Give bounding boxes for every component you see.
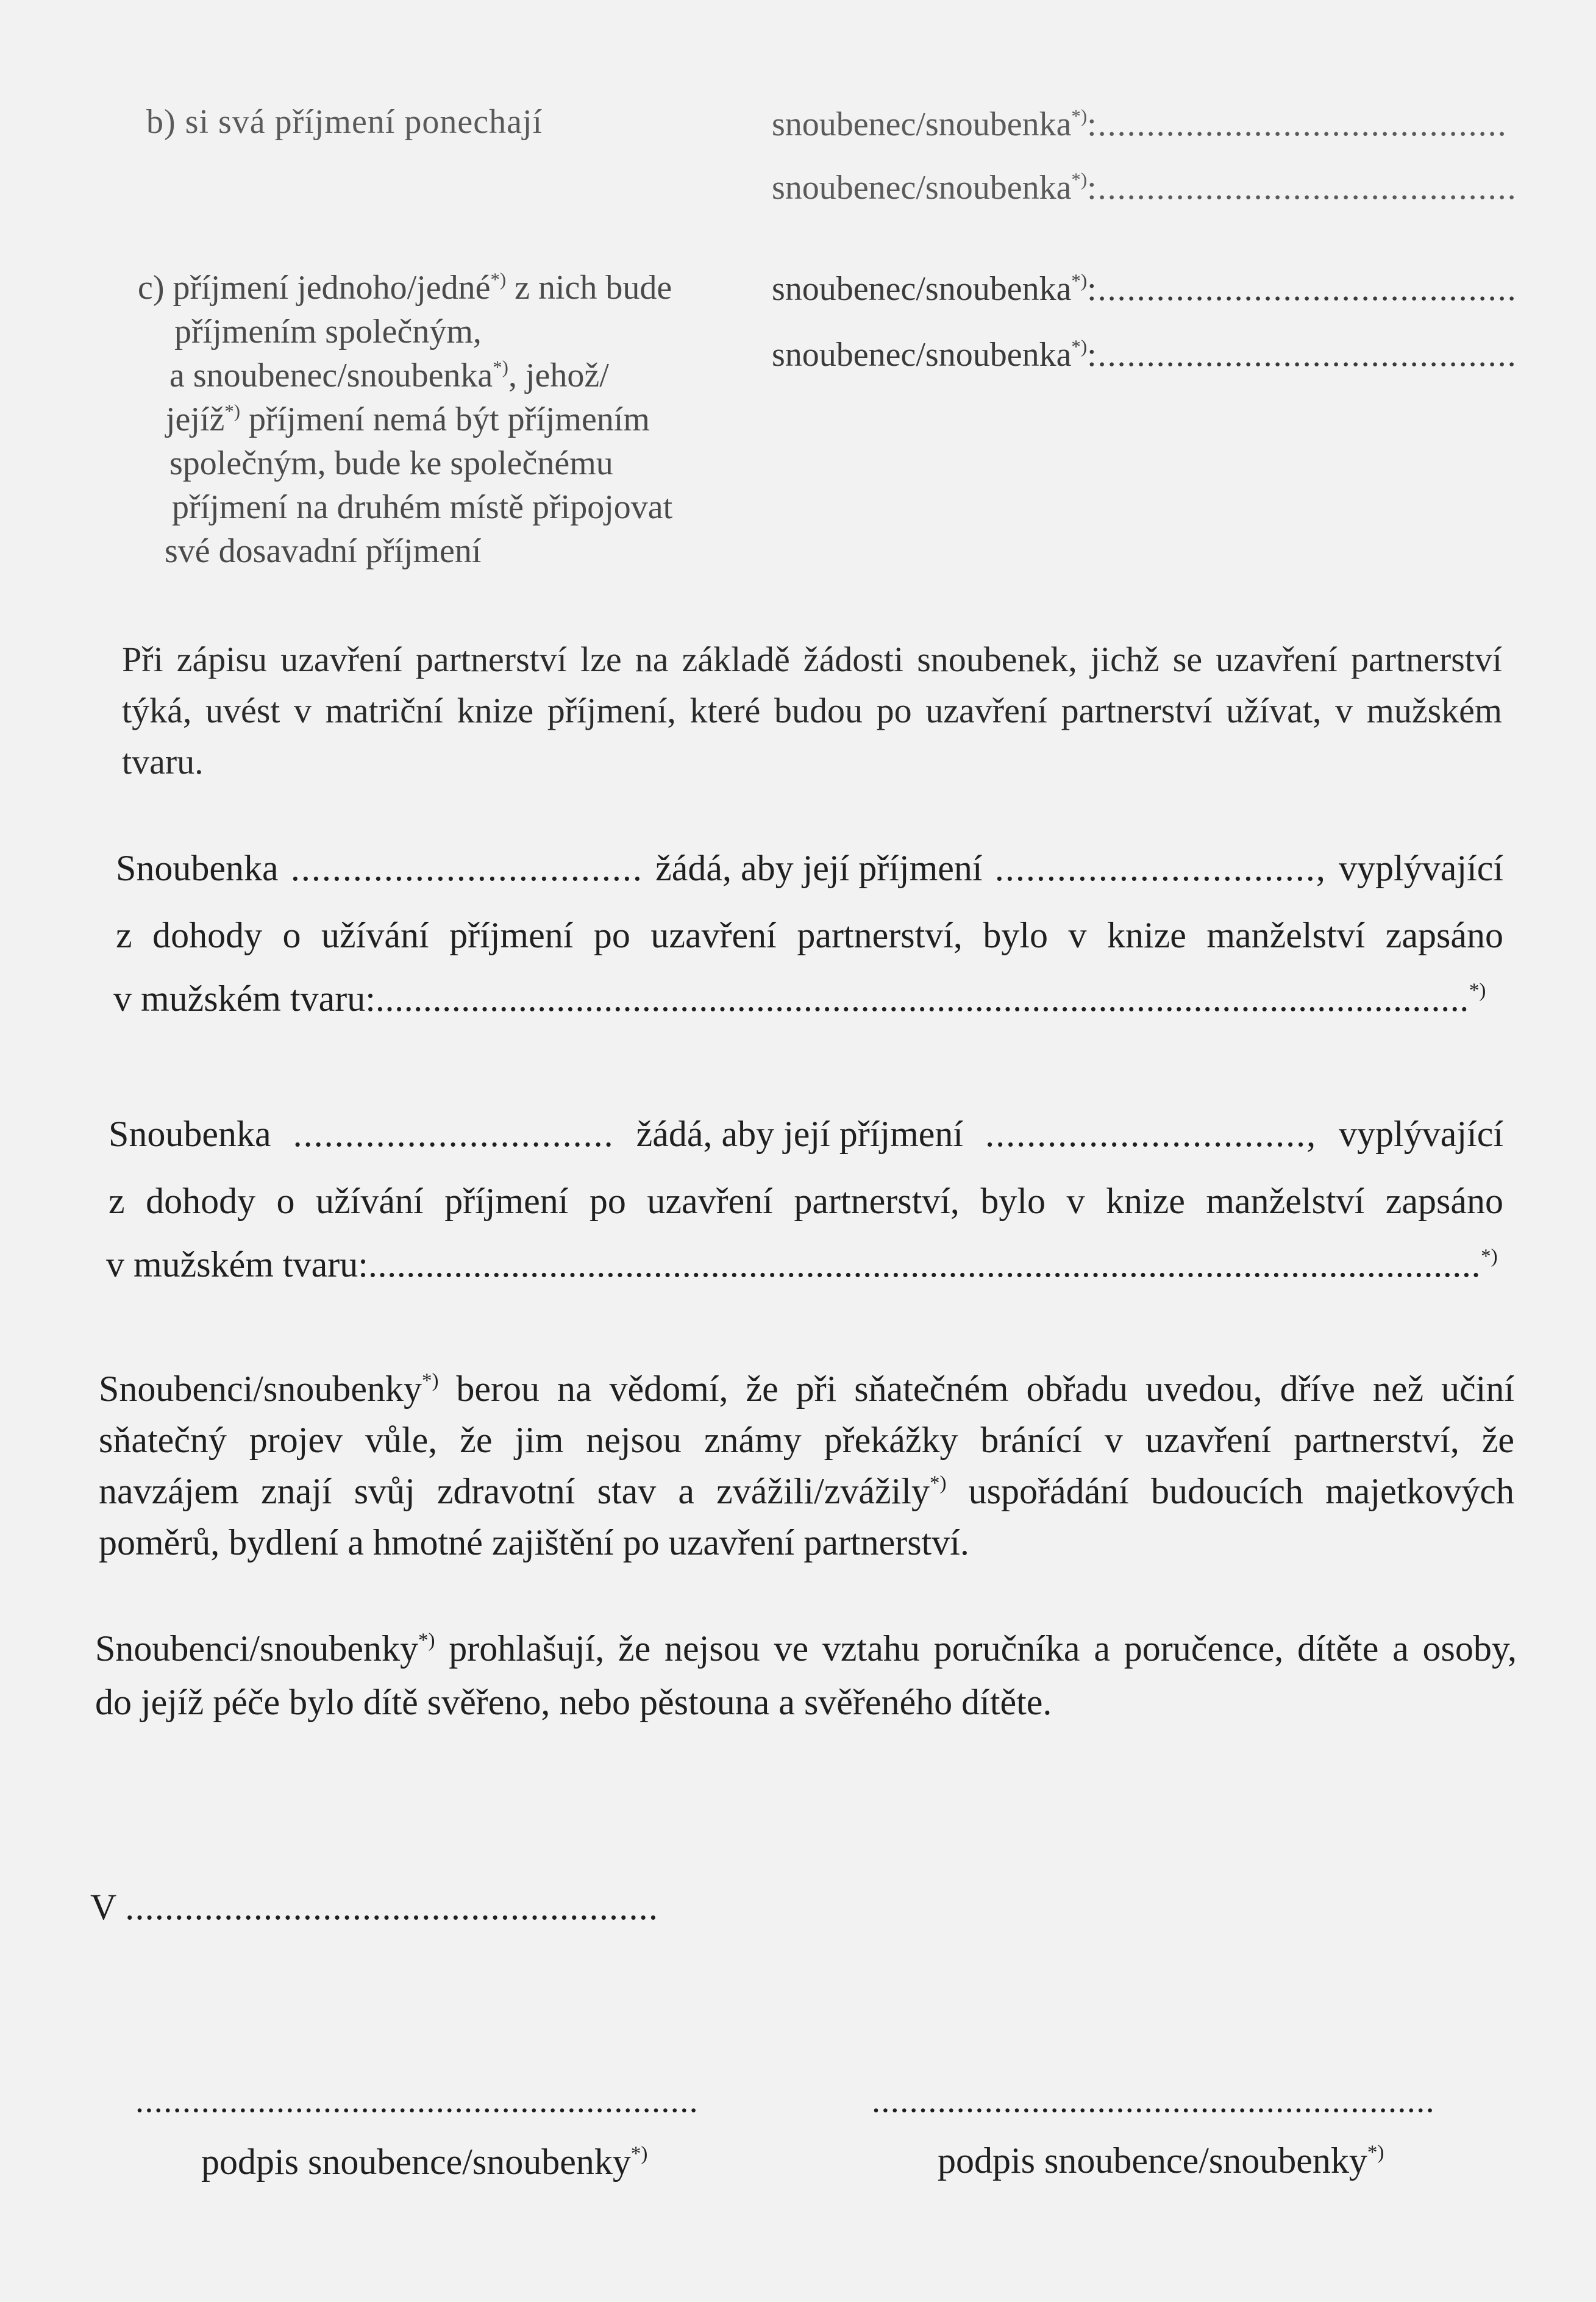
section-b-label [146,102,543,141]
footnote-marker: *) [224,401,241,422]
section-c-line: společným, bude ke společnému [169,444,613,482]
fill-in-dots: ............................................................ [872,2082,1435,2120]
fill-in-dots: .................................. [290,848,643,888]
fill-in-dots: ..............................., [994,848,1327,888]
footnote-marker: *) [1367,2141,1384,2164]
signature-line-left [135,2081,699,2120]
footnote-marker: *) [1071,169,1088,190]
footnote-marker: *) [630,2142,648,2165]
fill-in-dots: ..............................., [985,1114,1317,1154]
footnote-marker: *) [421,1369,439,1392]
place-line [90,1886,658,1928]
paragraph-zapis: Při zápisu uzavření partnerství lze na základě žádosti snoubenek, jichž se uzavření partnerství týká, uvést v matriční knize příjmení, které budou po uzavření partnerství užívat, v mužském tvaru. [122,640,1502,782]
request-2-line-2: z dohody o užívání příjmení po uzavření partnerství, bylo v knize manželství zapsáno [109,1181,1503,1221]
request-1-line-3: v mužském tvaru:...................................................................................................................*) [113,978,1486,1019]
request-1-label: Snoubenka [116,848,279,888]
footnote-marker: *) [1071,105,1088,127]
section-b-line-1 [772,105,1508,144]
fill-in-dots: ............................................................ [135,2082,699,2120]
fill-in-dots: ................................................................................................................... [375,978,1469,1019]
fill-in-dots: ............................... [293,1114,615,1154]
signature-line-right [872,2081,1435,2120]
section-c-line: c) příjmení jednoho/jedné*) z nich bude [138,269,672,307]
footnote-marker: *) [929,1472,947,1494]
section-c-line: příjmení na druhém místě připojovat [172,488,673,526]
request-2-label: Snoubenka [109,1114,271,1154]
section-b-line-2 [772,168,1517,207]
fill-in-dots: :........................................... [1087,270,1517,308]
footnote-marker: *) [1071,336,1088,357]
place-label: V [90,1887,116,1927]
section-c-line: své dosavadní příjmení [165,532,482,570]
footnote-marker: *) [1469,979,1486,1002]
request-2-line-3: v mužském tvaru:.....................................................................................................................*) [106,1244,1498,1285]
request-2-line-1: Snoubenka ............................... žádá, aby její příjmení ..............................., vyplývající [109,1114,1503,1154]
paragraph-vedomi: Snoubenci/snoubenky*) berou na vědomí, že při sňatečném obřadu uvedou, dříve než učiní sňatečný projev vůle, že jim nejsou známy překážky bránící v uzavření partnerství, že navzájem znají svůj zdravotní stav a zvážili/zvážily*) uspořádání budoucích majetkových poměrů, bydlení a hmotné zajištění po uzavření partnerství. [99,1369,1514,1563]
section-c-right-line-2: snoubenec/snoubenka*):........................................... [772,336,1517,374]
paragraph-prohlaseni: Snoubenci/snoubenky*) prohlašují, že nejsou ve vztahu poručníka a poručence, dítěte a osoby, do jejíž péče bylo dítě svěřeno, nebo pěstouna a svěřeného dítěte. [95,1628,1517,1722]
footnote-marker: *) [1481,1245,1498,1267]
fill-in-dots: ...................................................... [125,1887,659,1927]
section-b-line-1-label: snoubenec/snoubenka [772,105,1072,143]
footnote-marker: *) [490,269,507,290]
footnote-marker: *) [418,1629,435,1652]
section-c-right-line-1: snoubenec/snoubenka*):........................................... [772,270,1517,308]
request-1-line-2: z dohody o užívání příjmení po uzavření partnerství, bylo v knize manželství zapsáno [116,915,1503,955]
signature-label-right: podpis snoubence/snoubenky*) [938,2140,1384,2181]
fill-in-dots: ..................................................................................................................... [368,1244,1481,1285]
footnote-marker: *) [1071,270,1088,291]
fill-in-dots: :.......................................... [1087,105,1508,143]
request-1-line-1: Snoubenka .................................. žádá, aby její příjmení ..............................., vyplývající [116,848,1503,888]
fill-in-dots: :........................................... [1087,336,1517,374]
section-b-label-text: b) si svá příjmení ponechají [146,103,543,141]
section-c-line: a snoubenec/snoubenka*), jehož/ [169,357,609,394]
footnote-marker: *) [493,357,508,378]
section-c-text [138,266,672,573]
signature-label-left: podpis snoubence/snoubenky*) [201,2142,648,2182]
section-b-line-2-label: snoubenec/snoubenka [772,169,1072,207]
fill-in-dots: :........................................... [1087,169,1517,207]
section-c-line: jejíž*) příjmení nemá být příjmením [166,401,650,438]
section-c-line: příjmením společným, [174,313,482,351]
